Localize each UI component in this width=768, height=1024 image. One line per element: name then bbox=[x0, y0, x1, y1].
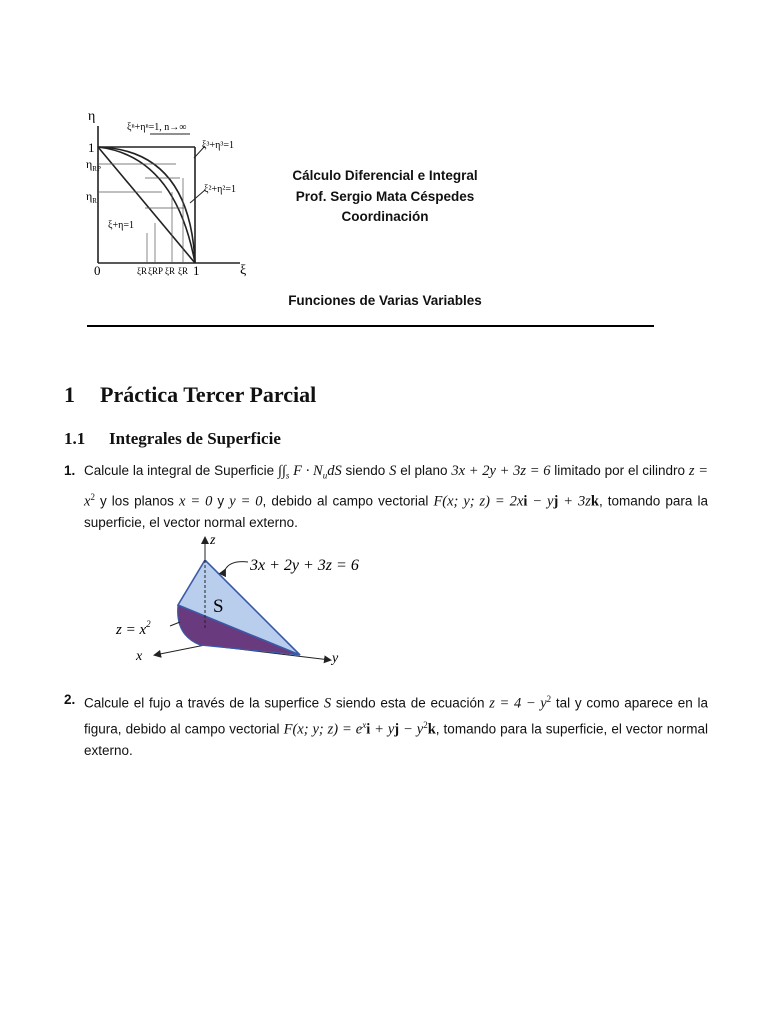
curve-1-label: ξ+η=1 bbox=[108, 220, 134, 231]
coordination-label: Coordinación bbox=[341, 209, 429, 224]
eta-rp-label: $\eta_{RP}$ bbox=[86, 157, 101, 173]
curve-3-label: ξ³+η³=1 bbox=[202, 140, 234, 151]
plane-label: 3x + 2y + 3z = 6 bbox=[250, 557, 359, 574]
x-axis bbox=[155, 645, 205, 655]
one-x-label: 1 bbox=[193, 263, 200, 278]
problem-text: Calcule el fujo a través de la superfice S siendo esta de ecuación $z = 4 - y^2$ tal y como aparece en la figura, debido al campo vectorial F(x; y; $z) = e^xi$ + yj − $y^2k$, tomando para la superficie, el vector normal externo. bbox=[84, 694, 709, 758]
section-number: 1 bbox=[64, 382, 75, 407]
y-axis-label: y bbox=[332, 651, 339, 666]
zero-label: 0 bbox=[94, 263, 101, 278]
curve-n-label: ξⁿ+ηⁿ=1, n→∞ bbox=[127, 122, 187, 133]
z-axis-label: z bbox=[210, 533, 216, 548]
course-title: Cálculo Diferencial e Integral bbox=[292, 168, 478, 183]
problem-1 bbox=[64, 460, 708, 533]
subsection-heading bbox=[64, 429, 281, 449]
x-axis-label: x bbox=[136, 649, 143, 664]
xi-axis-label: ξ bbox=[240, 263, 247, 278]
xi-label-4: ξR bbox=[178, 266, 189, 276]
professor-name: Prof. Sergio Mata Céspedes bbox=[295, 188, 475, 204]
course-header bbox=[250, 166, 520, 228]
surface-figure bbox=[100, 530, 390, 670]
problem-2 bbox=[64, 689, 708, 761]
problem-number: 2. bbox=[64, 692, 76, 707]
cylinder-label: $z = x^2$ bbox=[116, 619, 151, 638]
eta-axis-label: η bbox=[88, 109, 96, 124]
logo-diagram bbox=[80, 108, 255, 283]
subsection-number: 1.1 bbox=[64, 429, 86, 448]
xi-label-1: ξR bbox=[137, 266, 148, 276]
xi-label-2: ξRP bbox=[148, 266, 164, 276]
problem-text: Calcule la integral de Superficie $\int\int_s$ $F \cdot N_udS$ siendo S el plano 3x + 2y + 3z = 6 limitado por el cilindro $z = x^2$ y los planos x = 0 y y = 0, debido al campo vectorial F(x; y; z) = 2xi − yj + 3zk, tomando para la superficie, el vector normal externo. bbox=[84, 463, 708, 531]
document-subtitle: Funciones de Varias Variables bbox=[288, 293, 482, 308]
curve-2-label: ξ²+η²=1 bbox=[204, 184, 236, 195]
xi-label-3: ξR bbox=[165, 266, 176, 276]
subsection-title: Integrales de Superficie bbox=[109, 429, 281, 448]
section-heading bbox=[64, 382, 316, 408]
header-divider bbox=[87, 325, 654, 327]
section-title: Práctica Tercer Parcial bbox=[100, 382, 317, 407]
curve-linear bbox=[98, 147, 195, 263]
surface-label: S bbox=[213, 596, 224, 617]
problem-number: 1. bbox=[64, 463, 76, 478]
eta-r-label: $\eta_R$ bbox=[86, 189, 97, 205]
one-y-label: 1 bbox=[88, 140, 95, 155]
